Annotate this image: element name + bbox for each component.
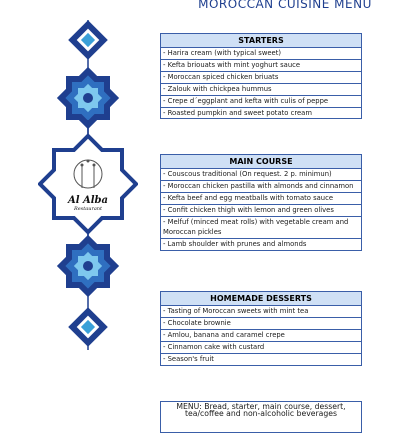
main-course-item: - Melfuf (minced meat rolls) with vegetable cream and Moroccan pickles bbox=[161, 217, 361, 239]
main-course-item: - Confit chicken thigh with lemon and green olives bbox=[161, 205, 361, 217]
main-course-item: - Moroccan chicken pastilla with almonds and cinnamon bbox=[161, 181, 361, 193]
set-menu-line: tea/coffee and non-alcoholic beverages bbox=[185, 409, 337, 419]
logo-star-frame bbox=[38, 133, 138, 235]
dessert-item: - Cinnamon cake with custard bbox=[161, 342, 361, 354]
page-title: MOROCCAN CUISINE MENU bbox=[198, 0, 372, 11]
main-course-item: - Lamb shoulder with prunes and almonds bbox=[163, 239, 307, 248]
dessert-item: - Tasting of Moroccan sweets with mint tea bbox=[161, 306, 361, 318]
main-course-item: - Kefta beef and egg meatballs with tomato sauce bbox=[161, 193, 361, 205]
starter-item: - Kefta briouats with mint yoghurt sauce bbox=[161, 60, 361, 72]
moroccan-ornament bbox=[38, 20, 138, 350]
desserts-heading: HOMEMADE DESSERTS bbox=[161, 292, 361, 306]
starter-item: - Roasted pumpkin and sweet potato cream bbox=[163, 108, 312, 117]
main-course-heading: MAIN COURSE bbox=[161, 155, 361, 169]
logo-subtitle: Restaurant bbox=[73, 206, 103, 212]
set-menu-line: MENU: Bread, starter, main course, dessert, bbox=[176, 402, 346, 411]
dessert-item: - Amlou, banana and caramel crepe bbox=[161, 330, 361, 342]
starters-box bbox=[160, 33, 362, 119]
star-ornament-top-small bbox=[68, 20, 108, 60]
star-ornament-top bbox=[57, 67, 119, 129]
starter-item: - Harira cream (with typical sweet) bbox=[161, 48, 361, 60]
main-course-item: - Couscous traditional (On request. 2 p. minimun) bbox=[161, 169, 361, 181]
starter-item: - Moroccan spiced chicken briuats bbox=[161, 72, 361, 84]
star-ornament-bottom bbox=[57, 235, 119, 297]
desserts-box bbox=[160, 291, 362, 366]
star-ornament-bottom-small bbox=[68, 307, 108, 347]
logo-name: Al Alba bbox=[67, 195, 109, 206]
starter-item: - Zalouk with chickpea hummus bbox=[161, 84, 361, 96]
dessert-item: - Chocolate brownie bbox=[161, 318, 361, 330]
set-menu-box bbox=[160, 401, 362, 433]
starters-heading: STARTERS bbox=[161, 34, 361, 48]
starter-item: - Crepe d´eggplant and kefta with culis of peppe bbox=[161, 96, 361, 108]
dessert-item: - Season's fruit bbox=[163, 354, 214, 363]
main-course-box bbox=[160, 154, 362, 251]
